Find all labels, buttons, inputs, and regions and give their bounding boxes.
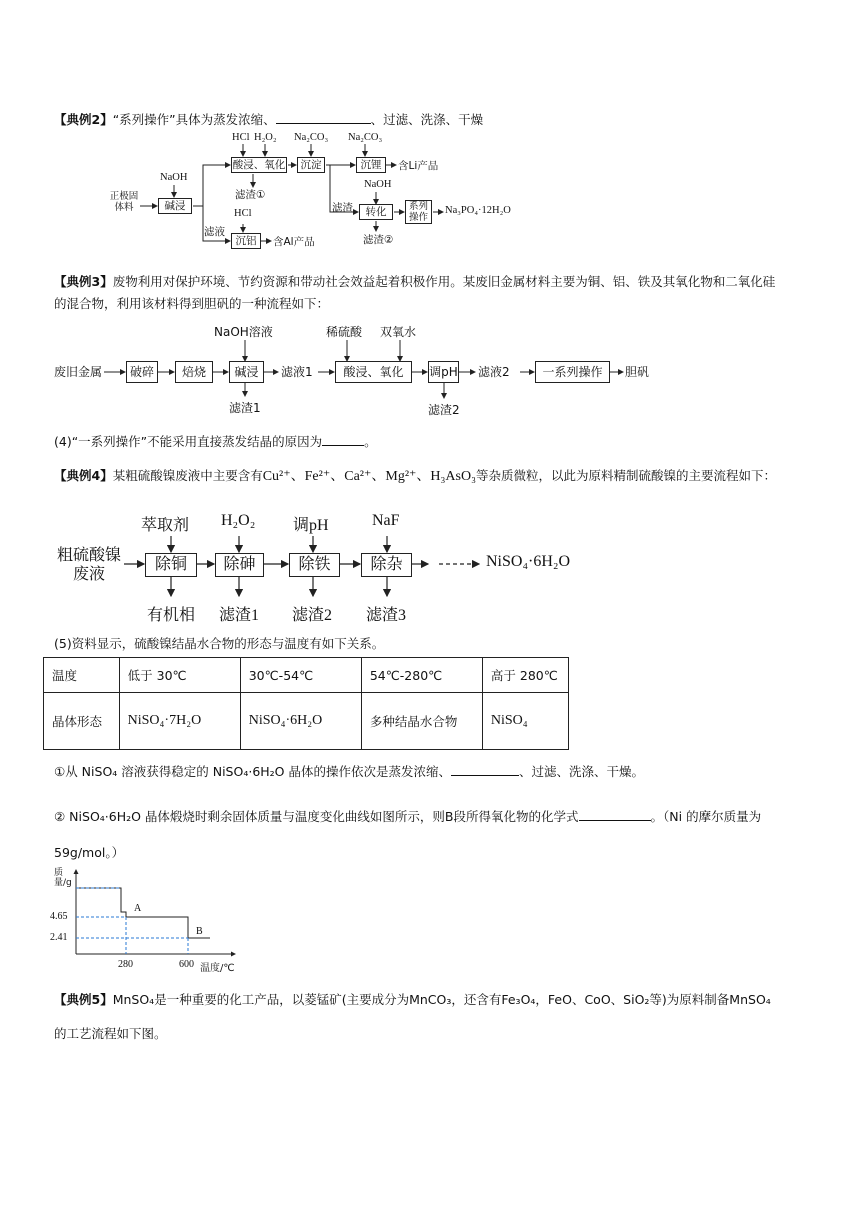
- ex2-label: 【典例2】: [54, 112, 113, 127]
- table-cell: 低于 30℃: [119, 658, 240, 693]
- ex4-q1-blank[interactable]: [451, 762, 519, 776]
- ex4-box-b4: 除杂: [361, 553, 412, 577]
- ex2-arrows: [108, 130, 538, 250]
- ex4-q1-end: 、过滤、洗涤、干燥。: [519, 764, 645, 779]
- ex3-flowchart: [54, 320, 674, 420]
- ex4-table: [43, 657, 569, 750]
- table-row: [44, 693, 569, 750]
- ex2-hcl: HCl: [232, 132, 250, 143]
- ex3-box-posui: 破碎: [126, 361, 158, 383]
- ex4-r4: NaF: [372, 512, 400, 529]
- ex4-q2-line2: 59g/mol。）: [54, 845, 125, 860]
- ex2-naoh: NaOH: [160, 172, 188, 183]
- table-cell: 多种结晶水合物: [361, 693, 482, 750]
- ex3-box-xilie: 一系列操作: [535, 361, 610, 383]
- ex4-box-b2: 除砷: [215, 553, 264, 577]
- ex4-q2-end: 。（Ni 的摩尔质量为: [650, 809, 762, 824]
- ex3-box-tiaoph: 调pH: [428, 361, 459, 383]
- table-cell: 高于 280℃: [482, 658, 568, 693]
- table-cell: NiSO₄: [482, 693, 568, 750]
- ex3-box-jianjin: 碱浸: [229, 361, 264, 383]
- graph-y1: 4.65: [50, 911, 68, 922]
- ex2-lvzha: 滤渣: [332, 202, 353, 214]
- ex4-q2-blank[interactable]: [579, 807, 651, 821]
- ex4-o4: 滤渣3: [366, 607, 407, 624]
- ex5-line2: 的工艺流程如下图。: [54, 1026, 167, 1041]
- ex2-box-chenlv: 沉铝: [231, 233, 261, 249]
- ex4-box-b1: 除铜: [145, 553, 197, 577]
- table-cell: 温度: [44, 658, 120, 693]
- ex4-start1: 粗硫酸镍: [56, 547, 121, 564]
- ex3-q4-blank[interactable]: [322, 432, 364, 446]
- ex2-h2o2: H₂O₂: [254, 132, 277, 143]
- graph-x2: 600: [179, 959, 194, 970]
- table-cell: NiSO₄·6H₂O: [240, 693, 361, 750]
- ex2-text-b: 、过滤、洗涤、干燥: [370, 112, 484, 127]
- ex2-box-jianjin: 碱浸: [158, 198, 192, 214]
- ex3-q4-end: 。: [364, 434, 377, 449]
- ex3-line1: [54, 272, 775, 292]
- ex3-shuangyangshui: 双氧水: [380, 325, 417, 339]
- ex2-na2co3-2: Na₂CO₃: [348, 132, 383, 143]
- ex2-li-product: 含Li产品: [398, 160, 439, 172]
- ex4-q2-text: ② NiSO₄·6H₂O 晶体煅烧时剩余固体质量与温度变化曲线如图所示，则B段所得氧化物的化学式: [54, 809, 579, 824]
- graph-x1: 280: [118, 959, 133, 970]
- ex2-lvzha1: 滤渣①: [235, 189, 266, 201]
- ex3-q4: [54, 432, 377, 452]
- ex4-r1: 萃取剂: [141, 517, 190, 534]
- ex4-q1: [54, 762, 644, 782]
- ex4-q1-text: ①从 NiSO₄ 溶液获得稳定的 NiSO₄·6H₂O 晶体的操作依次是蒸发浓缩、: [54, 764, 451, 779]
- ex4-r2: H₂O₂: [221, 512, 256, 529]
- ex4-intro-b: 等杂质微粒，以此为原料精制硫酸镍的主要流程如下：: [475, 468, 776, 483]
- ex3-lvzha2: 滤渣2: [428, 403, 460, 417]
- ex4-intro-a: 某粗硫酸镍废液中主要含有: [112, 468, 263, 483]
- ex3-xiliusuan: 稀硫酸: [326, 325, 363, 339]
- ex2-box-suanjin: 酸浸、氧化: [231, 157, 287, 173]
- ex2-lvye: 滤液: [204, 226, 225, 238]
- ex4-start2: 废液: [72, 566, 105, 583]
- graph-ylabel: 质量/g: [54, 868, 72, 888]
- ex3-start: 废旧金属: [54, 365, 103, 379]
- table-cell: NiSO₄·7H₂O: [119, 693, 240, 750]
- ex3-q4-text: (4)“一系列操作”不能采用直接蒸发结晶的原因为: [54, 434, 323, 449]
- ex3-box-beishao: 焙烧: [175, 361, 213, 383]
- ex2-hcl2: HCl: [234, 208, 252, 219]
- ex2-text-a: “系列操作”具体为蒸发浓缩、: [112, 112, 276, 127]
- graph-y2: 2.41: [50, 932, 68, 943]
- ex4-r3: 调pH: [293, 517, 329, 534]
- graph-label-b: B: [196, 926, 203, 937]
- ex2-naoh2: NaOH: [364, 179, 392, 190]
- ex2-al-product: 含Al产品: [273, 236, 315, 248]
- ex4-q5: (5)资料显示，硫酸镍结晶水合物的形态与温度有如下关系。: [54, 636, 385, 651]
- ex4-flowchart: [54, 508, 614, 628]
- ex4-o1: 有机相: [147, 607, 196, 624]
- ex4-start: [54, 546, 124, 584]
- ex4-intro: [54, 466, 776, 487]
- ex2-flowchart: [108, 130, 538, 250]
- ex4-ions: Cu²⁺、Fe²⁺、Ca²⁺、Mg²⁺、H₃AsO₃: [262, 469, 476, 484]
- table-cell: 30℃-54℃: [240, 658, 361, 693]
- ex2-product: Na₃PO₄·12H₂O: [445, 205, 511, 216]
- ex2-question: [54, 110, 483, 130]
- table-row: [44, 658, 569, 693]
- table-cell: 晶体形态: [44, 693, 120, 750]
- ex3-label: 【典例3】: [54, 274, 113, 289]
- ex3-naoh: NaOH溶液: [214, 325, 273, 339]
- ex2-start: 正极固体料: [109, 192, 139, 213]
- ex4-box-b3: 除铁: [289, 553, 340, 577]
- table-cell: 54℃-280℃: [361, 658, 482, 693]
- ex3-lvye2: 滤液2: [478, 365, 510, 379]
- ex2-lvzha2: 滤渣②: [363, 234, 394, 246]
- ex4-o2: 滤渣1: [219, 607, 260, 624]
- mass-curve: [76, 888, 210, 938]
- ex4-graph: [48, 866, 258, 976]
- ex3-lvzha1: 滤渣1: [229, 401, 261, 415]
- graph-label-a: A: [134, 903, 142, 914]
- ex2-box-zhuanhua: 转化: [359, 204, 393, 220]
- graph-xlabel: 温度/℃: [200, 963, 235, 974]
- ex5-line1: [54, 990, 771, 1010]
- ex5-label: 【典例5】: [54, 992, 113, 1007]
- ex2-box-xilie: 系列操作: [405, 200, 432, 224]
- ex2-box-chendian: 沉淀: [297, 157, 325, 173]
- ex3-box-suanjin: 酸浸、氧化: [335, 361, 412, 383]
- ex4-product: NiSO₄·6H₂O: [486, 553, 571, 570]
- ex3-lvye1: 滤液1: [281, 365, 313, 379]
- ex3-line2: 的混合物，利用该材料得到胆矾的一种流程如下：: [54, 296, 330, 311]
- ex4-q2: [54, 807, 761, 827]
- ex3-text1: 废物利用对保护环境、节约资源和带动社会效益起着积极作用。某废旧金属材料主要为铜、铝、铁及其氧化物和二氧化硅: [112, 274, 776, 289]
- ex4-label: 【典例4】: [54, 468, 113, 483]
- ex2-box-chenli: 沉锂: [356, 157, 386, 173]
- ex2-blank[interactable]: [276, 110, 371, 124]
- ex2-na2co3-1: Na₂CO₃: [294, 132, 329, 143]
- ex5-text1: MnSO₄是一种重要的化工产品，以菱锰矿(主要成分为MnCO₃，还含有Fe₃O₄，FeO、CoO、SiO₂等)为原料制备MnSO₄: [112, 992, 771, 1007]
- ex4-o3: 滤渣2: [292, 607, 333, 624]
- ex3-danfan: 胆矾: [625, 365, 650, 379]
